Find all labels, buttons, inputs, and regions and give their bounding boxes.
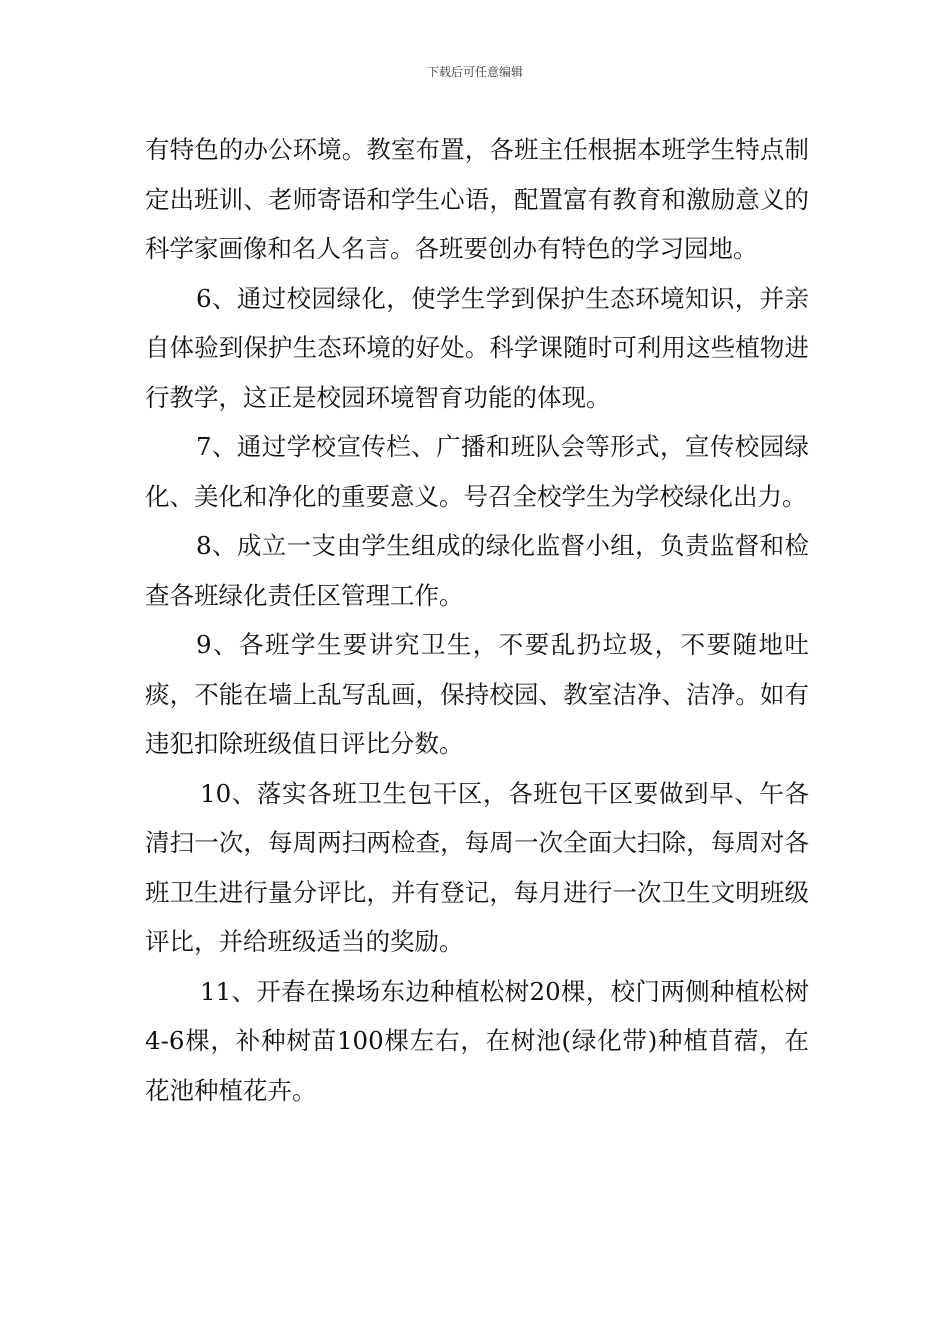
paragraph-item-8: 8、成立一支由学生组成的绿化监督小组，负责监督和检查各班绿化责任区管理工作。	[145, 531, 809, 610]
paragraph-item-7: 7、通过学校宣传栏、广播和班队会等形式，宣传校园绿化、美化和净化的重要意义。号召全校学生为学校绿化出力。	[145, 432, 809, 511]
page-header-note: 下载后可任意编辑	[426, 65, 523, 79]
document-body	[145, 125, 809, 1115]
paragraph-item-10: 10、落实各班卫生包干区，各班包干区要做到早、午各清扫一次，每周两扫两检查，每周一次全面大扫除，每周对各班卫生进行量分评比，并有登记，每月进行一次卫生文明班级评比，并给班级适当的奖励。	[145, 778, 809, 956]
paragraph-item-9: 9、各班学生要讲究卫生，不要乱扔垃圾，不要随地吐痰，不能在墙上乱写乱画，保持校园、教室洁净、洁净。如有违犯扣除班级值日评比分数。	[145, 630, 809, 758]
paragraph-continuation: 有特色的办公环境。教室布置，各班主任根据本班学生特点制定出班训、老师寄语和学生心语，配置富有教育和激励意义的科学家画像和名人名言。各班要创办有特色的学习园地。	[145, 135, 809, 263]
paragraph-item-11: 11、开春在操场东边种植松树20棵，校门两侧种植松树4-6棵，补种树苗100棵左右，在树池(绿化带)种植苜蓿，在花池种植花卉。	[145, 976, 809, 1105]
paragraph-item-6: 6、通过校园绿化，使学生学到保护生态环境知识，并亲自体验到保护生态环境的好处。科学课随时可利用这些植物进行教学，这正是校园环境智育功能的体现。	[145, 283, 809, 412]
